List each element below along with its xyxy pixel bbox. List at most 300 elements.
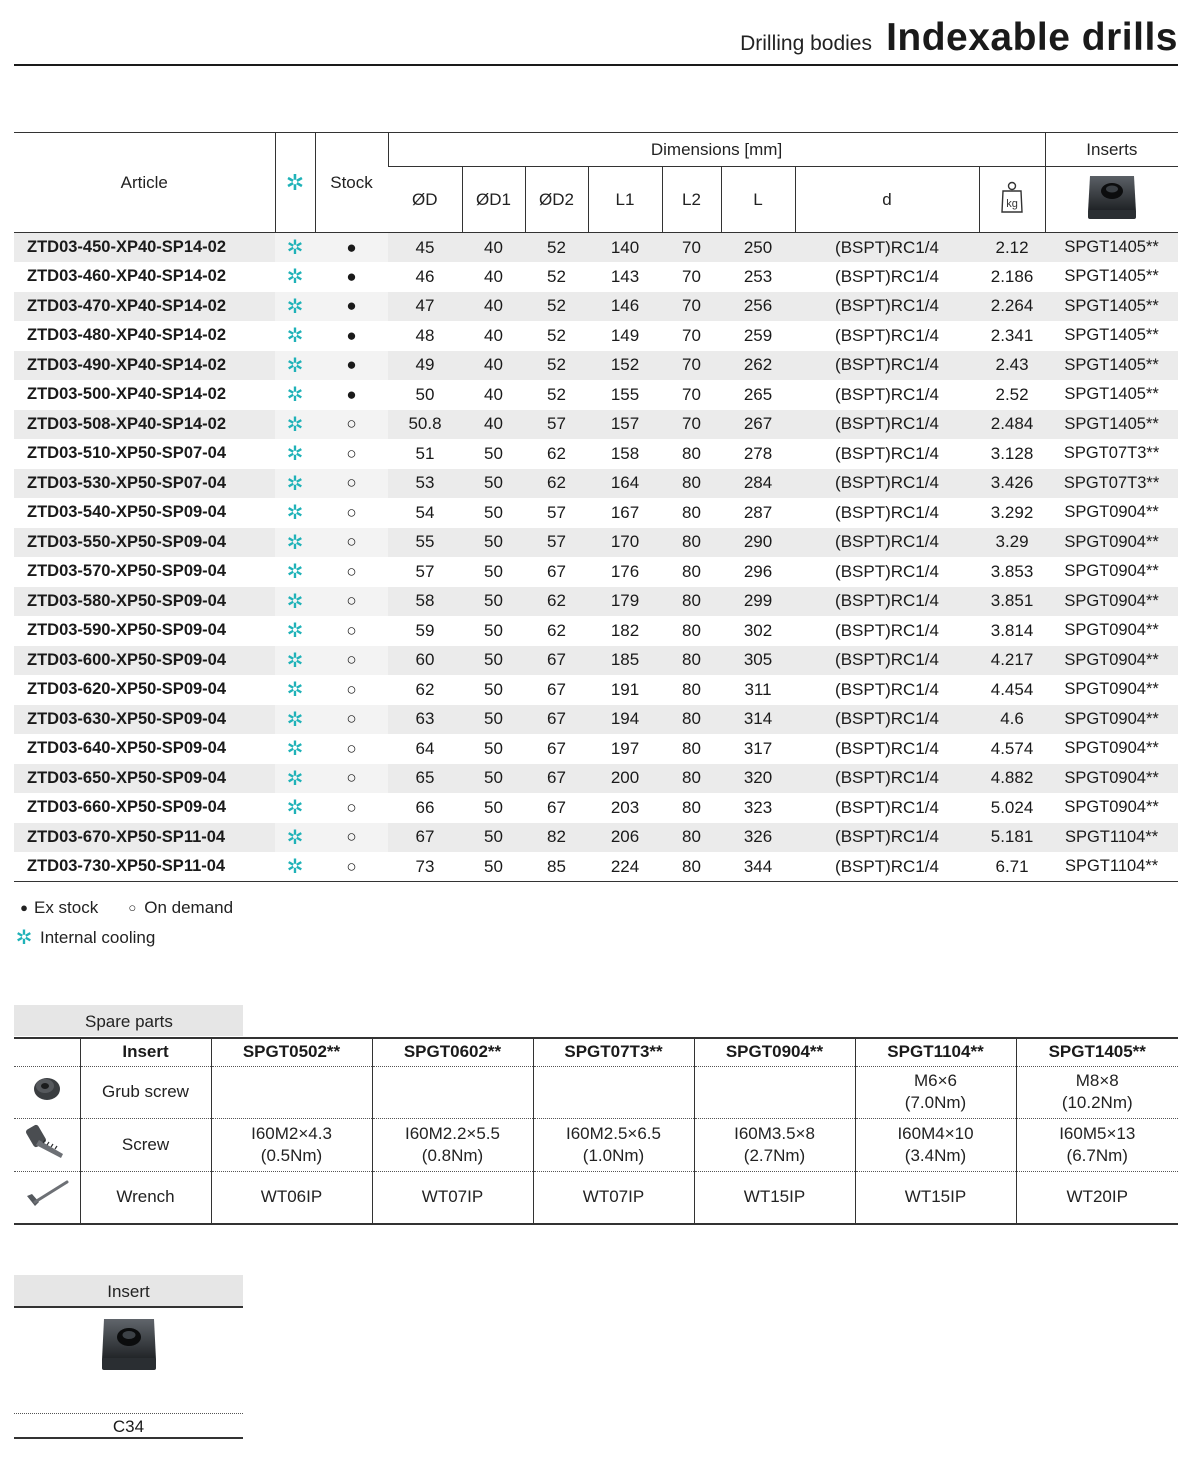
spare-part-label: Wrench [80,1171,211,1224]
dim-d-cell: 53 [388,469,462,499]
article-cell: ZTD03-490-XP40-SP14-02 [14,351,275,381]
dim-l2-cell: 80 [682,443,701,463]
dim-kg-cell: 3.851 [979,587,1045,617]
dim-l1-cell: 146 [588,292,662,322]
spare-part-value [372,1066,533,1119]
stock-cell: ○ [346,620,357,640]
dim-d2-cell: 52 [547,384,566,404]
article-cell: ZTD03-470-XP40-SP14-02 [14,292,275,322]
dim-l2-cell: 70 [682,384,701,404]
insert-cell: SPGT0904** [1064,621,1159,640]
internal-cooling-icon: ✲ [286,620,304,643]
dim-d2-cell: 62 [547,443,566,463]
spare-part-value [1016,1066,1178,1119]
spare-part-torque: (7.0Nm) [904,1093,967,1113]
dim-d1-cell: 40 [462,410,525,440]
dim-d-cell: 60 [388,646,462,676]
insert-cell: SPGT1104** [1045,823,1178,853]
stock-cell: ● [315,233,388,263]
dim-d1-cell: 40 [462,292,525,322]
spare-part-torque: (6.7Nm) [1066,1145,1128,1165]
dim-l1-cell: 185 [588,646,662,676]
internal-cooling-icon: ✲ [275,823,315,853]
table-row [14,528,1178,558]
page-title: Indexable drills [886,16,1178,59]
dim-d-cell: (BSPT)RC1/4 [795,852,979,882]
dim-d2-cell: 57 [547,502,566,522]
article-cell: ZTD03-600-XP50-SP09-04 [14,646,275,676]
dim-l-cell: 278 [743,443,773,463]
stock-cell: ○ [346,679,357,699]
dim-d-cell: 73 [388,852,462,882]
dim-d-cell: (BSPT)RC1/4 [835,679,939,699]
insert-cell: SPGT1405** [1045,410,1178,440]
dim-d2-cell: 52 [525,233,588,263]
dim-l2-cell: 80 [682,561,701,581]
dim-d-cell: (BSPT)RC1/4 [835,502,939,522]
dim-d-cell: 45 [388,233,462,263]
spare-part-value [694,1066,855,1119]
dim-d2-cell: 67 [547,679,566,699]
article-cell: ZTD03-540-XP50-SP09-04 [27,503,227,522]
col-L-header: L [721,167,795,233]
dim-d1-cell: 50 [462,587,525,617]
spare-col-header: SPGT0502** [211,1038,372,1066]
spare-col-header: SPGT0602** [372,1038,533,1066]
stock-cell: ● [346,384,357,404]
dim-d-cell: (BSPT)RC1/4 [795,646,979,676]
dim-d2-cell: 82 [525,823,588,853]
article-cell: ZTD03-640-XP50-SP09-04 [27,739,227,758]
internal-cooling-icon: ✲ [275,764,315,794]
spare-part-value [372,1119,533,1172]
insert-cell: SPGT1405** [1064,326,1159,345]
table-row [14,734,1178,764]
stock-cell: ○ [346,561,357,581]
dim-l2-cell: 80 [682,738,701,758]
dim-d1-cell: 40 [462,351,525,381]
dim-d-cell: 62 [415,679,435,699]
col-D-header: ØD [388,167,462,233]
insert-cell: SPGT1405** [1045,233,1178,263]
dim-d2-cell: 67 [547,738,566,758]
dim-l1-cell: 164 [588,469,662,499]
article-cell: ZTD03-508-XP40-SP14-02 [14,410,275,440]
insert-cell: SPGT07T3** [1063,444,1160,463]
dim-l2-cell: 80 [662,469,721,499]
table-row [14,646,1178,676]
table-row [14,292,1178,322]
internal-cooling-icon: ✲ [275,410,315,440]
dim-d-cell: 59 [415,620,435,640]
dim-d1-cell: 50 [462,705,525,735]
article-cell: ZTD03-450-XP40-SP14-02 [14,233,275,263]
spare-part-value [1016,1119,1178,1172]
spare-part-spec: I60M2.5×6.5 [566,1123,661,1143]
stock-cell: ● [346,266,357,286]
spare-part-torque: (10.2Nm) [1061,1093,1133,1113]
dim-l-cell: 250 [721,233,795,263]
dim-l1-cell: 155 [610,384,640,404]
internal-cooling-icon: ✲ [275,646,315,676]
stock-cell: ○ [315,764,388,794]
internal-cooling-icon: ✲ [286,797,304,820]
dim-l-cell: 259 [743,325,773,345]
dim-d-cell: (BSPT)RC1/4 [835,384,939,404]
insert-c34-image-icon [98,1316,160,1374]
dim-d-cell: (BSPT)RC1/4 [835,266,939,286]
stock-cell: ○ [346,443,357,463]
internal-cooling-icon: ✲ [285,169,305,195]
legend-ex-stock: Ex stock [34,898,99,917]
stock-cell: ○ [315,410,388,440]
grub-screw-icon [14,1066,80,1119]
insert-cell: SPGT0904** [1045,587,1178,617]
ex-stock-symbol: ● [20,900,28,915]
dim-d-cell: 47 [388,292,462,322]
dim-d-cell: (BSPT)RC1/4 [795,764,979,794]
article-cell: ZTD03-570-XP50-SP09-04 [27,562,227,581]
dim-l1-cell: 176 [610,561,640,581]
dim-l-cell: 256 [721,292,795,322]
dim-l1-cell: 170 [588,528,662,558]
dim-d2-cell: 52 [547,325,566,345]
stock-cell: ● [315,292,388,322]
insert-cell: SPGT0904** [1064,739,1159,758]
dim-d2-cell: 52 [547,266,566,286]
spare-parts-table [14,1037,1178,1225]
dim-d2-cell: 85 [525,852,588,882]
dim-d-cell: 58 [388,587,462,617]
spare-part-spec: I60M5×13 [1059,1123,1136,1143]
spare-part-spec: WT07IP [582,1187,645,1206]
dim-d2-cell: 67 [525,705,588,735]
dim-l2-cell: 80 [662,852,721,882]
spare-part-spec: I60M4×10 [897,1123,974,1143]
dim-d2-cell: 67 [547,797,566,817]
insert-cell: SPGT0904** [1045,646,1178,676]
insert-cell: SPGT0904** [1064,680,1159,699]
dim-kg-cell: 2.43 [979,351,1045,381]
dim-l-cell: 314 [721,705,795,735]
dim-l1-cell: 203 [610,797,640,817]
spare-part-torque: (2.7Nm) [743,1145,806,1165]
dim-d-cell: (BSPT)RC1/4 [835,443,939,463]
dim-d-cell: 64 [415,738,435,758]
spare-part-value [533,1066,694,1119]
insert-cell: SPGT07T3** [1045,469,1178,499]
dim-l-cell: 262 [721,351,795,381]
insert-cell: SPGT0904** [1045,705,1178,735]
table-row [14,439,1178,469]
spare-part-label: Grub screw [80,1066,211,1119]
spare-part-spec: WT20IP [1066,1187,1128,1206]
dim-d2-cell: 67 [525,764,588,794]
insert-cell: SPGT1104** [1045,852,1178,882]
insert-cell: SPGT0904** [1045,528,1178,558]
stock-cell: ○ [315,587,388,617]
spare-part-value [533,1171,694,1224]
dim-l2-cell: 70 [682,325,701,345]
dim-l1-cell: 143 [610,266,640,286]
table-row [14,410,1178,440]
screw-icon [14,1119,80,1172]
table-row [14,557,1178,587]
spare-part-value [855,1119,1016,1172]
internal-cooling-icon: ✲ [275,292,315,322]
dim-d1-cell: 50 [484,561,503,581]
dim-l2-cell: 80 [662,646,721,676]
dim-kg-cell: 4.6 [979,705,1045,735]
dim-d2-cell: 52 [525,292,588,322]
dim-l-cell: 344 [721,852,795,882]
dim-kg-cell: 3.426 [979,469,1045,499]
table-row [14,380,1178,410]
spare-col-header: SPGT1405** [1016,1038,1178,1066]
dim-kg-cell: 4.574 [990,738,1034,758]
stock-cell: ○ [315,852,388,882]
dim-d-cell: (BSPT)RC1/4 [795,823,979,853]
dim-kg-cell: 2.484 [979,410,1045,440]
dim-d2-cell: 57 [525,528,588,558]
dim-d1-cell: 40 [484,384,503,404]
insert-cell: SPGT1405** [1045,292,1178,322]
table-row [14,705,1178,735]
spare-col-header: SPGT1104** [855,1038,1016,1066]
stock-cell: ○ [315,469,388,499]
legend-on-demand: On demand [144,898,234,917]
internal-cooling-icon: ✲ [275,587,315,617]
spare-part-spec: WT07IP [421,1187,484,1206]
stock-cell: ○ [346,797,357,817]
insert-code: C34 [14,1413,243,1439]
insert-cell: SPGT1405** [1064,385,1159,404]
spare-part-torque: (0.5Nm) [260,1145,323,1165]
col-D1-header: ØD1 [462,167,525,233]
dim-l2-cell: 80 [662,764,721,794]
col-inserts-header: Inserts [1045,133,1178,167]
table-row [14,321,1178,351]
dim-d1-cell: 40 [484,266,503,286]
dim-d2-cell: 67 [525,646,588,676]
spare-part-spec: M8×8 [1075,1071,1119,1091]
internal-cooling-icon: ✲ [275,351,315,381]
dim-d-cell: 57 [415,561,435,581]
dim-kg-cell: 2.52 [995,384,1029,404]
spare-row [14,1119,1178,1172]
dim-l-cell: 284 [721,469,795,499]
dim-d-cell: (BSPT)RC1/4 [795,233,979,263]
internal-cooling-icon: ✲ [15,927,33,949]
dim-l1-cell: 200 [588,764,662,794]
table-row [14,852,1178,882]
spare-part-spec: WT15IP [904,1187,967,1206]
spare-part-spec: I60M3.5×8 [734,1123,815,1143]
article-cell: ZTD03-480-XP40-SP14-02 [27,326,227,345]
dim-l1-cell: 197 [610,738,640,758]
spare-part-value [211,1119,372,1172]
dim-d1-cell: 50 [484,679,503,699]
insert-cell: SPGT1405** [1064,267,1159,286]
dim-d-cell: (BSPT)RC1/4 [795,410,979,440]
dim-l1-cell: 167 [610,502,640,522]
article-cell: ZTD03-670-XP50-SP11-04 [14,823,275,853]
table-row [14,675,1178,705]
spare-part-torque: (1.0Nm) [582,1145,645,1165]
dim-l-cell: 287 [743,502,773,522]
spare-row [14,1171,1178,1224]
insert-box-title: Insert [14,1275,243,1308]
dim-d1-cell: 50 [462,764,525,794]
dim-d1-cell: 50 [462,646,525,676]
internal-cooling-icon: ✲ [275,469,315,499]
stock-cell: ● [315,351,388,381]
dim-l2-cell: 80 [662,705,721,735]
dim-d-cell: (BSPT)RC1/4 [835,620,939,640]
dim-d1-cell: 50 [484,738,503,758]
dim-l-cell: 253 [743,266,773,286]
dim-d2-cell: 57 [525,410,588,440]
dim-l-cell: 305 [721,646,795,676]
dim-l2-cell: 70 [662,292,721,322]
stock-cell: ○ [315,705,388,735]
article-cell: ZTD03-580-XP50-SP09-04 [14,587,275,617]
internal-cooling-icon: ✲ [275,852,315,882]
dim-kg-cell: 3.292 [990,502,1034,522]
dim-d-cell: 50.8 [388,410,462,440]
dim-d-cell: (BSPT)RC1/4 [835,797,939,817]
dim-l1-cell: 206 [588,823,662,853]
insert-cell: SPGT1405** [1045,351,1178,381]
stock-cell: ○ [315,646,388,676]
col-dimensions-header: Dimensions [mm] [388,133,1045,167]
product-table [14,132,1178,882]
dim-d-cell: 54 [415,502,435,522]
dim-d-cell: (BSPT)RC1/4 [795,528,979,558]
dim-d2-cell: 52 [525,351,588,381]
dim-kg-cell: 2.341 [990,325,1034,345]
dim-kg-cell: 2.186 [990,266,1034,286]
insert-cell: SPGT0904** [1064,798,1159,817]
dim-d-cell: 49 [388,351,462,381]
dim-kg-cell: 4.454 [990,679,1034,699]
spare-part-label: Screw [80,1119,211,1172]
spare-part-torque: (0.8Nm) [421,1145,484,1165]
dim-l1-cell: 140 [588,233,662,263]
table-row [14,498,1178,528]
spare-part-value [1016,1171,1178,1224]
dim-l-cell: 311 [744,679,772,699]
stock-cell: ○ [346,738,357,758]
dim-kg-cell: 3.128 [990,443,1034,463]
spare-part-spec: I60M2.2×5.5 [405,1123,500,1143]
dim-d-cell: 48 [415,325,435,345]
dim-l-cell: 326 [721,823,795,853]
article-cell: ZTD03-630-XP50-SP09-04 [14,705,275,735]
article-cell: ZTD03-650-XP50-SP09-04 [14,764,275,794]
article-cell: ZTD03-660-XP50-SP09-04 [27,798,227,817]
dim-l2-cell: 80 [682,679,701,699]
table-row [14,764,1178,794]
dim-l2-cell: 80 [682,620,701,640]
dim-d-cell: (BSPT)RC1/4 [795,705,979,735]
dim-d1-cell: 50 [484,502,503,522]
stock-cell: ● [346,325,357,345]
dim-l-cell: 267 [721,410,795,440]
dim-l2-cell: 70 [682,266,701,286]
dim-l-cell: 296 [743,561,773,581]
col-D2-header: ØD2 [525,167,588,233]
dim-l2-cell: 70 [662,410,721,440]
dim-l-cell: 299 [721,587,795,617]
col-inserts-image [1045,167,1178,233]
spare-icon-header [14,1038,80,1066]
page-header [14,10,1178,66]
dim-kg-cell: 2.12 [979,233,1045,263]
internal-cooling-icon: ✲ [275,705,315,735]
stock-cell: ○ [315,528,388,558]
dim-l-cell: 317 [743,738,773,758]
dim-d1-cell: 40 [462,233,525,263]
article-cell: ZTD03-460-XP40-SP14-02 [27,267,227,286]
dim-d-cell: 55 [388,528,462,558]
internal-cooling-icon: ✲ [275,528,315,558]
table-row [14,262,1178,292]
col-stock-header: Stock [315,133,388,233]
dim-d2-cell: 62 [547,620,566,640]
dim-d2-cell: 62 [525,587,588,617]
dim-l2-cell: 80 [662,528,721,558]
dim-kg-cell: 5.181 [979,823,1045,853]
table-row [14,587,1178,617]
wrench-icon [14,1171,80,1224]
dim-d-cell: (BSPT)RC1/4 [835,325,939,345]
page-subtitle: Drilling bodies [740,32,872,55]
col-L1-header: L1 [588,167,662,233]
dim-kg-cell: 4.217 [979,646,1045,676]
spare-part-value [211,1066,372,1119]
insert-cell: SPGT0904** [1064,562,1159,581]
dim-l-cell: 302 [743,620,773,640]
dim-kg-cell: 6.71 [979,852,1045,882]
dim-d1-cell: 50 [462,528,525,558]
spare-col-header: SPGT0904** [694,1038,855,1066]
internal-cooling-icon: ✲ [286,561,304,584]
dim-l-cell: 323 [743,797,773,817]
insert-cell: SPGT0904** [1064,503,1159,522]
spare-part-value [855,1171,1016,1224]
spare-row [14,1066,1178,1119]
dim-l1-cell: 191 [610,679,640,699]
dim-d-cell: (BSPT)RC1/4 [835,738,939,758]
internal-cooling-icon: ✲ [275,233,315,263]
weight-icon [1000,180,1024,214]
dim-l2-cell: 70 [662,351,721,381]
dim-d2-cell: 67 [547,561,566,581]
internal-cooling-icon: ✲ [286,679,304,702]
dim-d1-cell: 50 [462,823,525,853]
article-cell: ZTD03-530-XP50-SP07-04 [14,469,275,499]
article-cell: ZTD03-590-XP50-SP09-04 [27,621,227,640]
dim-kg-cell: 2.264 [979,292,1045,322]
internal-cooling-icon: ✲ [286,502,304,525]
spare-part-value [855,1066,1016,1119]
dim-d1-cell: 50 [484,620,503,640]
spare-part-value [533,1119,694,1172]
dim-d-cell: 66 [415,797,435,817]
dim-l1-cell: 157 [588,410,662,440]
col-d-header: d [795,167,979,233]
